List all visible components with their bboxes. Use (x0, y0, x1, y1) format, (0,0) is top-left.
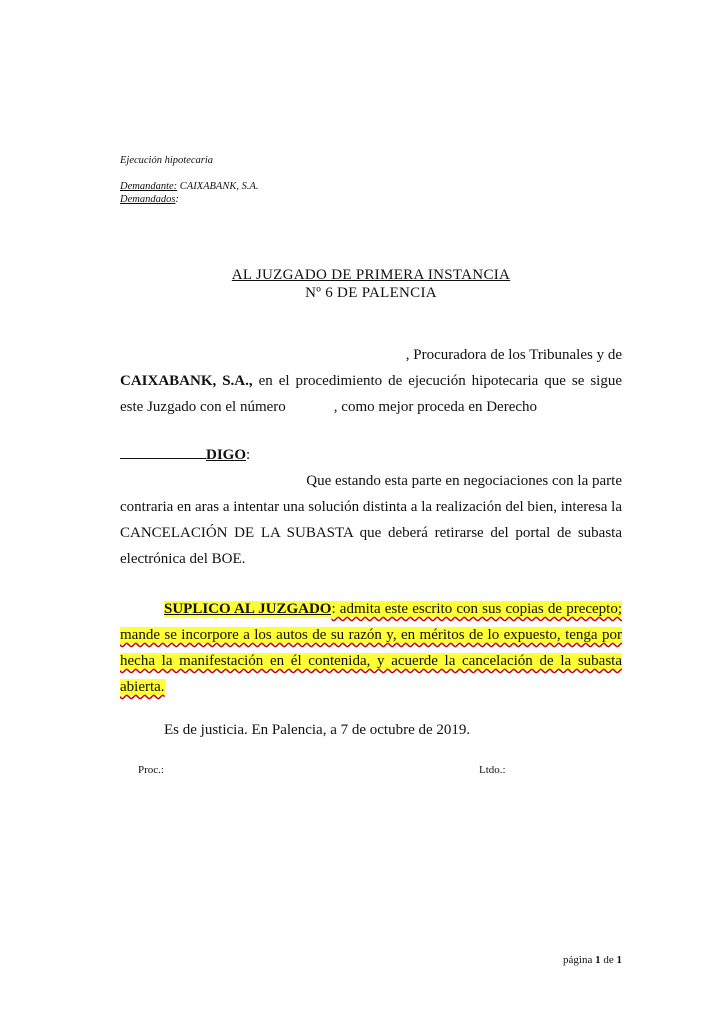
company-name: CAIXABANK, S.A., (120, 373, 253, 389)
page-word: página (563, 954, 596, 966)
intro-line-2-rest: en el procedimiento de ejecución hipotecaria que se sigue (258, 373, 622, 389)
page-current: 1 (595, 954, 601, 966)
case-type: Ejecución hipotecaria (120, 155, 214, 166)
intro-line-3-a: este Juzgado con el número (120, 399, 286, 415)
digo-label: DIGO (206, 447, 247, 463)
closing-statement: Es de justicia. En Palencia, a 7 de octubre de 2019. (164, 722, 471, 738)
digo-paragraph (120, 442, 622, 572)
plaintiff-line (120, 180, 259, 193)
plaintiff-value: CAIXABANK, S.A. (177, 181, 259, 192)
digo-line-1 (120, 442, 622, 468)
suplico-line-3: hecha la manifestación en él contenida, y acuerde la cancelación de la subasta (120, 653, 622, 669)
digo-line-2: Que estando esta parte en negociaciones con la parte (306, 473, 622, 489)
digo-blank-line (120, 444, 206, 459)
intro-line-3-b: , como mejor proceda en Derecho (333, 399, 538, 415)
page-number (563, 954, 622, 966)
intro-line-1: , Procuradora de los Tribunales y de (405, 347, 622, 363)
intro-paragraph (120, 342, 622, 420)
signature-ltdo: Ltdo.: (479, 764, 506, 776)
signature-proc: Proc.: (138, 764, 164, 776)
intro-line-2 (120, 368, 622, 394)
suplico-label: SUPLICO AL JUZGADO (164, 601, 332, 617)
defendants-colon: : (175, 194, 179, 205)
digo-line-4: CANCELACIÓN DE LA SUBASTA que deberá retirarse del portal de subasta (120, 525, 622, 541)
page-total: 1 (616, 954, 622, 966)
document-title (120, 266, 622, 302)
suplico-line-1-rest: : admita este escrito con sus copias de precepto; (331, 601, 622, 617)
digo-line-5: electrónica del BOE. (120, 551, 246, 567)
plaintiff-label: Demandante: (120, 181, 178, 192)
page-of-word: de (600, 954, 617, 966)
defendants-line (120, 193, 259, 206)
suplico-line-1 (120, 596, 622, 622)
defendants-label: Demandados (120, 194, 176, 205)
suplico-line-4: abierta. (120, 679, 165, 695)
suplico-paragraph (120, 596, 622, 700)
case-header (120, 154, 259, 206)
title-court: AL JUZGADO DE PRIMERA INSTANCIA (231, 267, 511, 283)
intro-line-3 (120, 394, 622, 420)
suplico-line-2: mande se incorpore a los autos de su razón y, en méritos de lo expuesto, tenga por (120, 627, 622, 643)
digo-line-3: contraria en aras a intentar una solución distinta a la realización del bien, interesa la (120, 499, 622, 515)
title-court-number: Nº 6 DE PALENCIA (305, 285, 437, 301)
digo-colon: : (246, 447, 251, 463)
